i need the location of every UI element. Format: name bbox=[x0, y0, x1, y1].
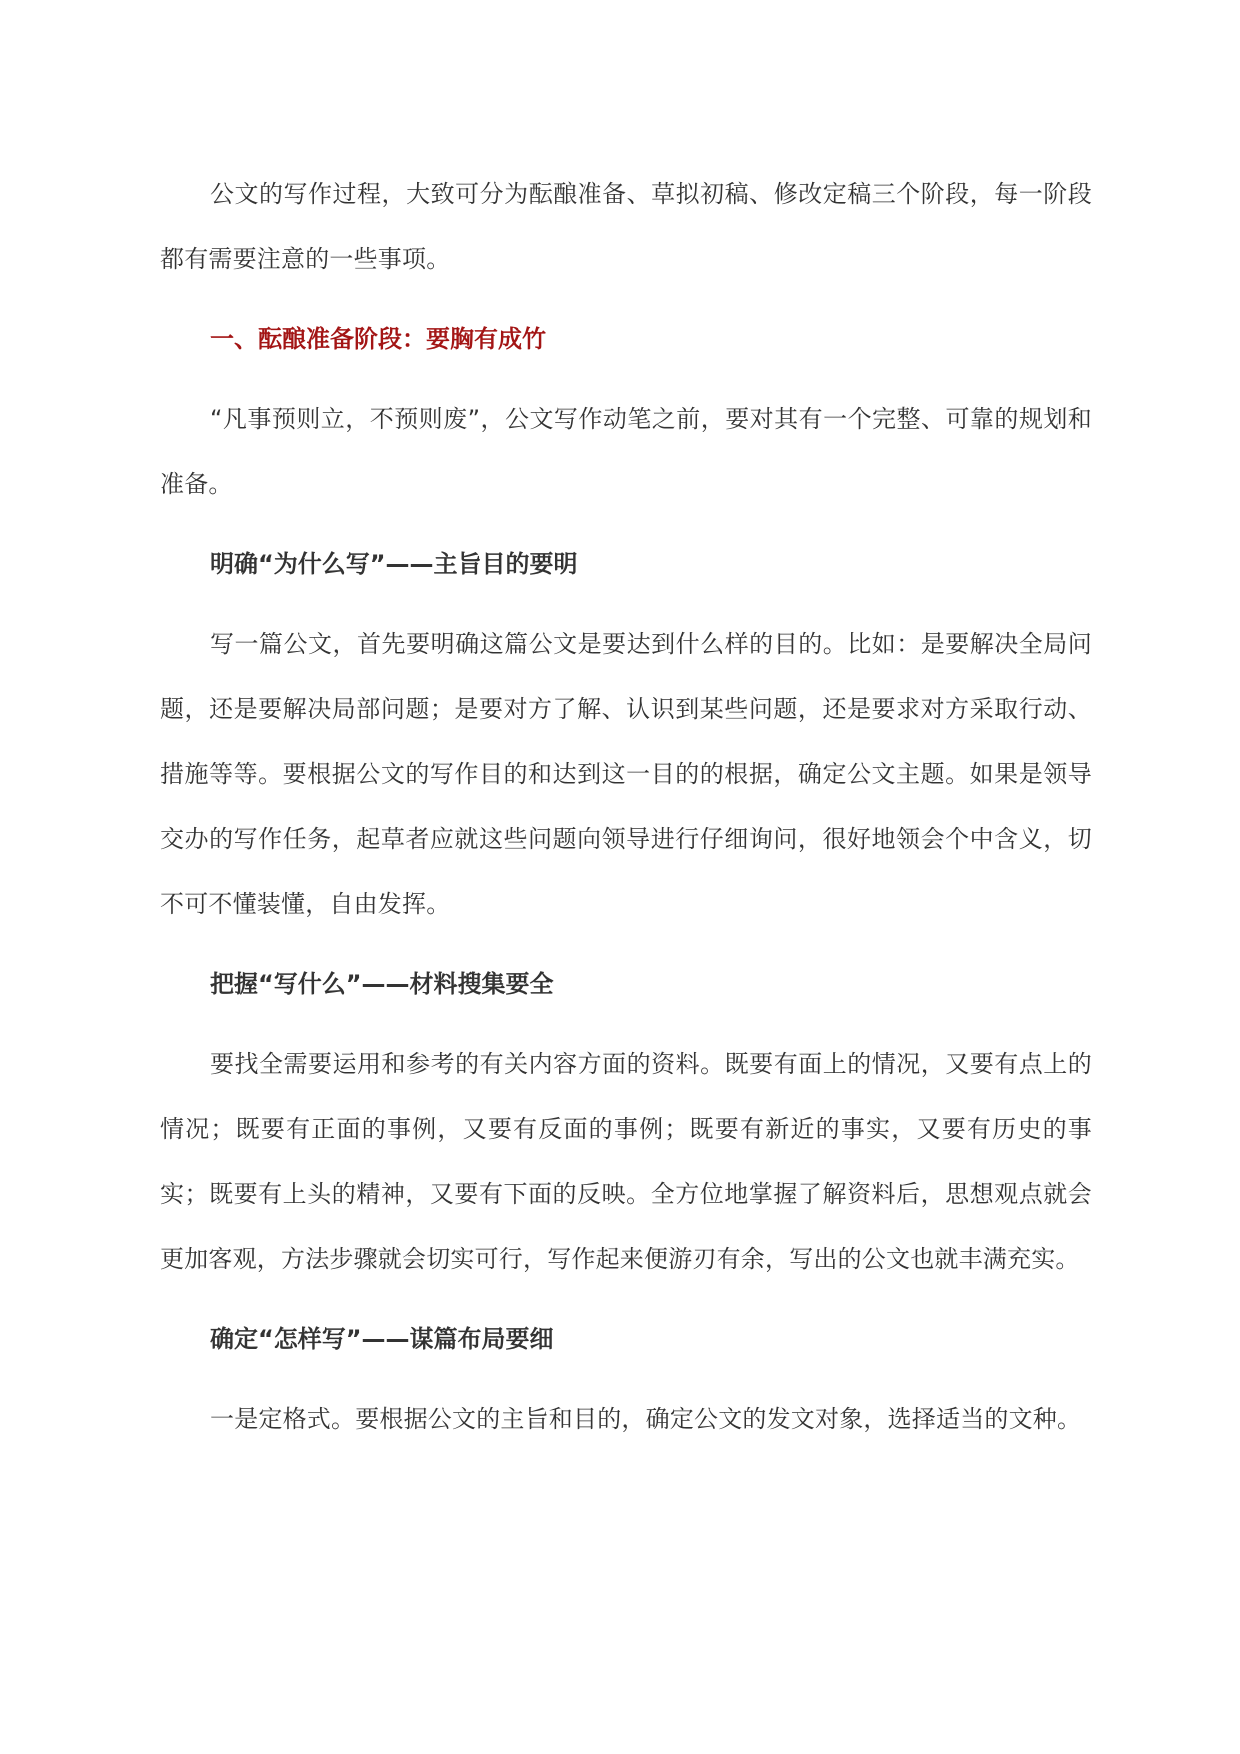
spacer bbox=[160, 1017, 1092, 1032]
subheading-what-write: 把握“写什么”——材料搜集要全 bbox=[210, 970, 554, 998]
why-write-paragraph: 写一篇公文，首先要明确这篇公文是要达到什么样的目的。比如：是要解决全局问题，还是要解决局部问题；是要对方了解、认识到某些问题，还是要求对方采取行动、措施等等。要根据公文的写作目的和达到这一目的的根据，确定公文主题。如果是领导交办的写作任务，起草者应就这些问题向领导进行仔细询问，很好地领会个中含义，切不可不懂装懂，自由发挥。 bbox=[160, 630, 1092, 918]
spacer bbox=[160, 517, 1092, 532]
spacer bbox=[160, 1372, 1092, 1387]
what-write-paragraph: 要找全需要运用和参考的有关内容方面的资料。既要有面上的情况，又要有点上的情况；既要有正面的事例，又要有反面的事例；既要有新近的事实，又要有历史的事实；既要有上头的精神，又要有下面的反映。全方位地掌握了解资料后，思想观点就会更加客观，方法步骤就会切实可行，写作起来便游刃有余，写出的公文也就丰满充实。 bbox=[160, 1050, 1092, 1273]
spacer bbox=[160, 937, 1092, 952]
subheading-how-write: 确定“怎样写”——谋篇布局要细 bbox=[210, 1325, 554, 1353]
spacer bbox=[160, 372, 1092, 387]
spacer bbox=[160, 292, 1092, 307]
intro-paragraph: 公文的写作过程，大致可分为酝酿准备、草拟初稿、修改定稿三个阶段，每一阶段都有需要注意的一些事项。 bbox=[160, 180, 1092, 273]
preparation-paragraph: “凡事预则立，不预则废”，公文写作动笔之前，要对其有一个完整、可靠的规划和准备。 bbox=[160, 405, 1092, 498]
section-heading-preparation: 一、酝酿准备阶段：要胸有成竹 bbox=[210, 325, 546, 353]
spacer bbox=[160, 1292, 1092, 1307]
spacer bbox=[160, 597, 1092, 612]
subheading-why-write: 明确“为什么写”——主旨目的要明 bbox=[210, 550, 578, 578]
how-write-paragraph: 一是定格式。要根据公文的主旨和目的，确定公文的发文对象，选择适当的文种。 bbox=[210, 1405, 1082, 1433]
document-body bbox=[160, 162, 1092, 1452]
